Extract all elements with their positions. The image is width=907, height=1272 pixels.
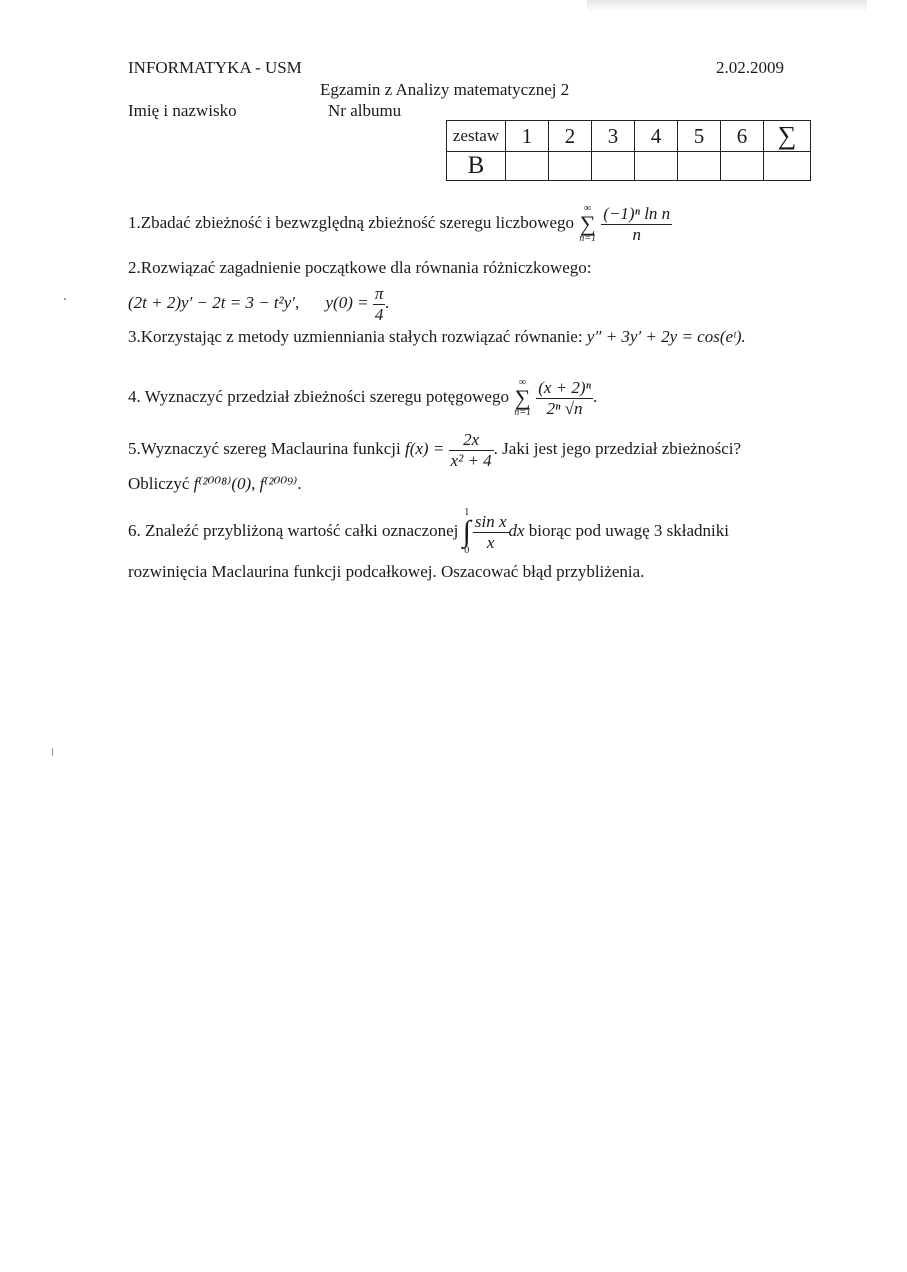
sum-upper-limit: ∞ xyxy=(584,203,592,215)
derivatives-expression: f⁽²⁰⁰⁸⁾(0), f⁽²⁰⁰⁹⁾ xyxy=(193,474,298,493)
header-cell-5: 5 xyxy=(678,121,721,152)
scan-artifact xyxy=(587,0,867,12)
score-cell-6 xyxy=(721,152,764,181)
sum-upper-limit: ∞ xyxy=(519,377,527,389)
album-label: Nr albumu xyxy=(328,101,402,120)
series-term-fraction xyxy=(601,204,672,244)
initial-condition-fraction xyxy=(373,284,386,324)
score-cell-1 xyxy=(506,152,549,181)
fraction-numerator: sin x xyxy=(474,511,507,531)
score-cell-sum xyxy=(764,152,811,181)
fraction-denominator: n xyxy=(632,224,641,244)
zestaw-value: B xyxy=(447,152,506,181)
fraction-numerator: (x + 2)ⁿ xyxy=(538,378,591,397)
fraction-denominator: 4 xyxy=(374,304,384,324)
power-series-term-fraction xyxy=(536,378,593,418)
sum-lower-limit: n=1 xyxy=(579,233,597,245)
problem-3-equation: y″ + 3y′ + 2y = cos(eᵗ). xyxy=(586,327,746,346)
integral-upper-limit: 1 xyxy=(464,507,470,518)
problem-2-equation: (2t + 2)y′ − 2t = 3 − t²y′, y(0) = $\frac{\pi}{4}$ . xyxy=(128,284,390,324)
differential: dx xyxy=(508,520,525,540)
fraction-denominator: x² + 4 xyxy=(450,450,492,470)
fraction-numerator: (−1)ⁿ ln n xyxy=(603,204,671,223)
problem-5-question: . Jaki jest jego przedział zbieżności? xyxy=(493,438,742,458)
name-label: Imię i nazwisko xyxy=(128,101,237,120)
grade-table xyxy=(446,120,811,181)
sum-symbol: ∞ ∑ n=1 xyxy=(514,377,531,419)
sum-symbol: ∞ ∑ n=1 xyxy=(579,203,597,245)
problem-4-text: 4. Wyznaczyć przedział zbieżności szeregu potęgowego xyxy=(128,386,509,406)
problem-5 xyxy=(128,430,741,470)
problem-2-text: 2.Rozwiązać zagadnienie początkowe dla równania różniczkowego: xyxy=(128,258,592,277)
problem-4: 4. Wyznaczyć przedział zbieżności szeregu potęgowego ∞ ∑ n=1 $\frac{\text{(x + 2)ⁿ}}{\text{2ⁿ √n}}$ . xyxy=(128,377,598,419)
exam-title: Egzamin z Analizy matematycznej 2 xyxy=(320,80,570,99)
header-cell-2: 2 xyxy=(549,121,592,152)
header-cell-zestaw: zestaw xyxy=(447,121,506,152)
integral-lower-limit: 0 xyxy=(464,545,470,556)
problem-6-line2: rozwinięcia Maclaurina funkcji podcałkowej. Oszacować błąd przybliżenia. xyxy=(128,562,645,581)
grade-table-score-row xyxy=(447,152,811,181)
fraction-numerator: 2x xyxy=(449,430,494,451)
problem-5-line2: Obliczyć f⁽²⁰⁰⁸⁾(0), f⁽²⁰⁰⁹⁾. xyxy=(128,474,302,493)
initial-condition-lhs: y(0) = xyxy=(325,292,369,312)
problem-6-text-after: biorąc pod uwagę 3 składniki xyxy=(528,520,729,540)
grade-table-header-row xyxy=(447,121,811,152)
scan-speck xyxy=(64,298,66,300)
problem-3-text: 3.Korzystając z metody uzmienniania stałych rozwiązać równanie: xyxy=(128,327,583,346)
header-cell-6: 6 xyxy=(721,121,764,152)
problem-1 xyxy=(128,204,672,244)
sum-lower-limit: n=1 xyxy=(514,407,531,419)
institution: INFORMATYKA - USM xyxy=(128,58,302,77)
header-cell-4: 4 xyxy=(635,121,678,152)
scan-speck xyxy=(52,748,53,756)
score-cell-4 xyxy=(635,152,678,181)
header-cell-1: 1 xyxy=(506,121,549,152)
integrand-fraction xyxy=(473,512,509,552)
problem-5-text: 5.Wyznaczyć szereg Maclaurina funkcji xyxy=(128,438,401,458)
score-cell-2 xyxy=(549,152,592,181)
problem-3 xyxy=(128,327,746,347)
header-cell-sum: ∑ xyxy=(764,121,811,152)
score-cell-3 xyxy=(592,152,635,181)
ode-equation: (2t + 2)y′ − 2t = 3 − t²y′, xyxy=(128,292,300,312)
problem-1-text: 1.Zbadać zbieżność i bezwzględną zbieżność szeregu liczbowego xyxy=(128,212,575,232)
problem-6 xyxy=(128,508,729,556)
function-lhs: f(x) = xyxy=(404,438,445,458)
fraction-denominator: 2ⁿ √n xyxy=(546,398,583,418)
problem-6-text: 6. Znaleźć przybliżoną wartość całki oznaczonej xyxy=(128,520,459,540)
score-cell-5 xyxy=(678,152,721,181)
exam-date: 2.02.2009 xyxy=(716,58,784,77)
header-cell-3: 3 xyxy=(592,121,635,152)
fraction-numerator: π xyxy=(374,284,384,303)
fraction-denominator: x xyxy=(486,532,495,552)
integral-symbol: 1 ∫ 0 xyxy=(462,507,471,556)
compute-label: Obliczyć xyxy=(128,474,190,493)
function-fraction xyxy=(449,430,494,470)
